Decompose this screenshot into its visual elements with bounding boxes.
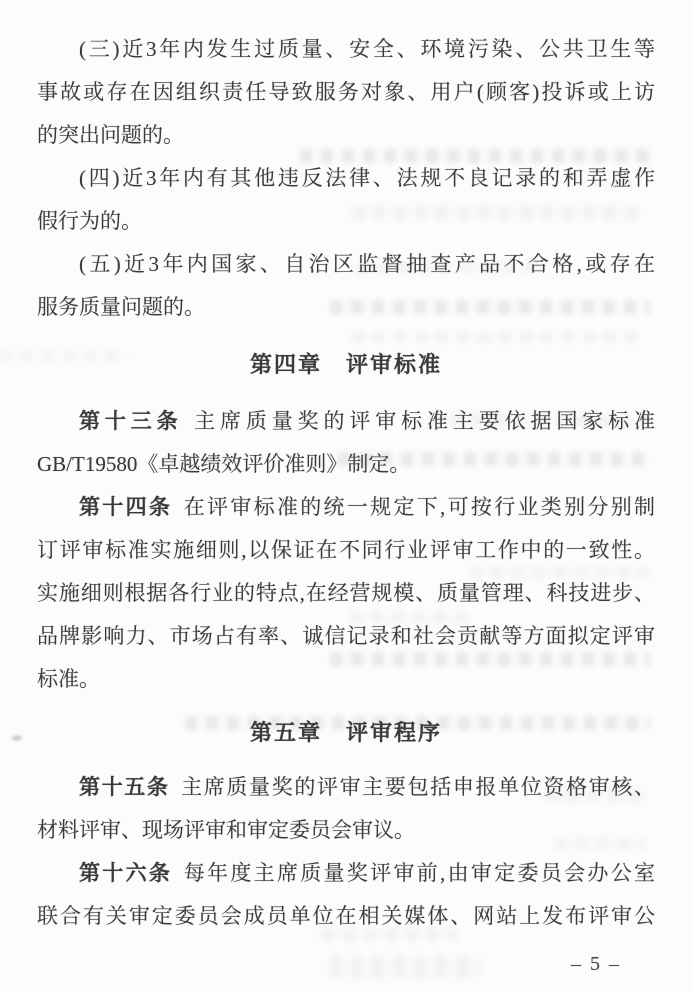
text-line: 的突出问题的。 (37, 123, 184, 147)
text-line: 假行为的。 (37, 209, 142, 233)
text-line: 订评审标准实施细则,以保证在不同行业评审工作中的一致性。 (37, 538, 655, 562)
paragraph-clause-3 (37, 28, 655, 157)
text-line (37, 852, 655, 895)
text-segment: 每年度主席质量奖评审前,由审定委员会办公室 (183, 861, 655, 885)
text-line (37, 766, 655, 809)
text-line: (五)近3年内国家、自治区监督抽查产品不合格,或存在 (79, 252, 655, 276)
article-number-label: 第十六条 (79, 861, 173, 885)
paragraph-clause-4 (37, 157, 655, 243)
document-body (37, 28, 655, 938)
paragraph-clause-5 (37, 243, 655, 329)
page-number: – 5 – (571, 953, 621, 975)
text-line: 材料评审、现场评审和审定委员会审议。 (37, 818, 415, 842)
text-line: GB/T19580《卓越绩效评价准则》制定。 (37, 452, 411, 476)
article-number-label: 第十四条 (79, 495, 173, 519)
text-segment: 主席质量奖的评审主要包括申报单位资格审核、 (181, 775, 655, 799)
paragraph-article-14 (37, 486, 655, 701)
text-line: (三)近3年内发生过质量、安全、环境污染、公共卫生等 (79, 37, 655, 61)
article-number-label: 第十五条 (79, 775, 170, 799)
chapter-5-heading: 第五章 评审程序 (249, 720, 442, 745)
text-line (37, 486, 655, 529)
text-segment: 主席质量奖的评审标准主要依据国家标准 (194, 409, 655, 433)
text-segment: 在评审标准的统一规定下,可按行业类别分别制 (183, 495, 655, 519)
paragraph-article-13 (37, 400, 655, 486)
paragraph-article-16 (37, 852, 655, 938)
text-line: (四)近3年内有其他违反法律、法规不良记录的和弄虚作 (79, 166, 655, 190)
text-line: 事故或存在因组织责任导致服务对象、用户(顾客)投诉或上访 (37, 80, 655, 104)
text-line: 标准。 (37, 667, 100, 691)
text-line: 服务质量问题的。 (37, 295, 205, 319)
text-line: 品牌影响力、市场占有率、诚信记录和社会贡献等方面拟定评审 (37, 624, 655, 648)
chapter-4-heading: 第四章 评审标准 (249, 352, 442, 377)
scan-speck-artifact (12, 736, 22, 740)
text-line: 实施细则根据各行业的特点,在经营规模、质量管理、科技进步、 (37, 581, 655, 605)
paragraph-article-15 (37, 766, 655, 852)
text-line: 联合有关审定委员会成员单位在相关媒体、网站上发布评审公 (37, 904, 655, 928)
article-number-label: 第十三条 (79, 409, 183, 433)
bleed-through-artifact (330, 956, 480, 978)
text-line (37, 400, 655, 443)
